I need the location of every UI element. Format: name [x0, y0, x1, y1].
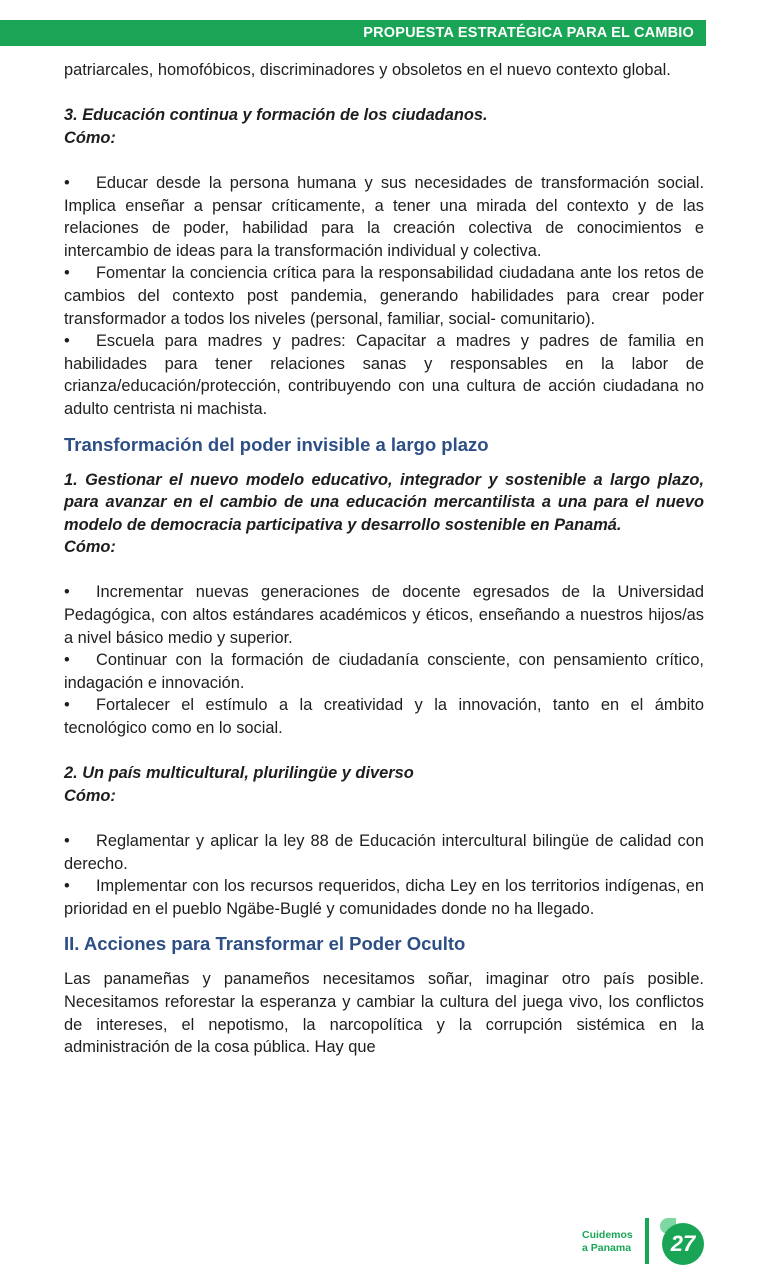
section3-como: Cómo: — [64, 128, 116, 147]
list-item: • Incrementar nuevas generaciones de docente egresados de la Universidad Pedagógica, con altos estándares académicos y éticos, enseñando a nuestros hijos/as a nivel básico medio y superior. — [64, 583, 704, 647]
list-item: • Reglamentar y aplicar la ley 88 de Educación intercultural bilingüe de calidad con derecho. — [64, 832, 704, 873]
list-item: • Fomentar la conciencia crítica para la responsabilidad ciudadana ante los retos de cambios del contexto post pandemia, generando habilidades para crear poder transformador a todos los niveles (personal, familiar, social- comunitario). — [64, 264, 704, 328]
intro-paragraph: patriarcales, homofóbicos, discriminadores y obsoletos en el nuevo contexto global. — [64, 61, 671, 79]
footer-brand — [582, 1229, 633, 1255]
brand-line-2: a Panama — [582, 1242, 632, 1254]
list-item: • Escuela para madres y padres: Capacitar a madres y padres de familia en habilidades para tener relaciones sanas y responsables en la labor de crianza/educación/protección, contribuyendo con una cultura de acción ciudadana no adulto centrista ni machista. — [64, 332, 704, 418]
item1-como: Cómo: — [64, 538, 116, 557]
oculto-paragraph: Las panameñas y panameños necesitamos soñar, imaginar otro país posible. Necesitamos reforestar la esperanza y cambiar la cultura del juega vivo, los conflictos de intereses, el nepotismo, la narcopolítica y la corrupción sistémica en la administración de la cosa pública. Hay que — [64, 970, 704, 1057]
page-number: 27 — [662, 1223, 704, 1265]
list-item: • Fortalecer el estímulo a la creatividad y la innovación, tanto en el ámbito tecnológico como en lo social. — [64, 696, 704, 738]
section-title-oculto: II. Acciones para Transformar el Poder Oculto — [64, 933, 466, 955]
section3-heading: 3. Educación continua y formación de los ciudadanos. — [64, 106, 488, 125]
list-item: • Educar desde la persona humana y sus necesidades de transformación social. Implica enseñar a pensar críticamente, a tener una mirada del contexto y de las relaciones de poder, habilidad para la creación colectiva de conocimientos e intercambio de ideas para la transformación individual y colectiva. — [64, 173, 704, 260]
page-number-badge — [658, 1218, 708, 1268]
item1-heading: 1. Gestionar el nuevo modelo educativo, integrador y sostenible a largo plazo, para avanzar en el cambio de una educación mercantilista a una para el nuevo modelo de democracia participativa y desarrollo sostenible en Panamá. — [64, 470, 704, 534]
list-item: • Continuar con la formación de ciudadanía consciente, con pensamiento crítico, indagación e innovación. — [64, 651, 704, 692]
item2-heading: 2. Un país multicultural, plurilingüe y diverso — [64, 764, 414, 783]
section-title-invisible: Transformación del poder invisible a largo plazo — [64, 433, 489, 455]
document-body — [64, 59, 704, 1059]
item2-como: Cómo: — [64, 786, 116, 805]
brand-line-1: Cuidemos — [582, 1229, 633, 1241]
page-header — [0, 20, 706, 46]
header-title: PROPUESTA ESTRATÉGICA PARA EL CAMBIO — [363, 25, 694, 41]
list-item: • Implementar con los recursos requeridos, dicha Ley en los territorios indígenas, en prioridad en el pueblo Ngäbe-Buglé y comunidades donde no ha llegado. — [64, 877, 704, 918]
footer-divider — [645, 1218, 649, 1264]
